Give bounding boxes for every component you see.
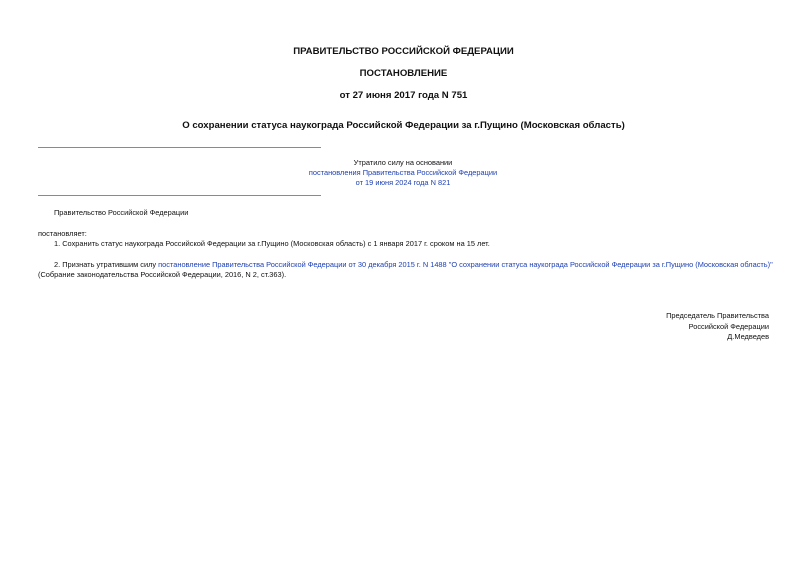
signature-position-line1: Председатель Правительства: [666, 311, 769, 320]
signature-name: Д.Медведев: [727, 332, 769, 341]
signature-block: [666, 311, 769, 343]
repeal-decree-link-line1: постановления Правительства Российской Федерации: [308, 168, 498, 177]
document-date-number: от 27 июня 2017 года N 751: [339, 90, 468, 101]
government-heading: ПРАВИТЕЛЬСТВО РОССИЙСКОЙ ФЕДЕРАЦИИ: [293, 46, 514, 57]
repeal-notice: [300, 158, 506, 188]
decrees-text: постановляет:: [38, 229, 87, 238]
paragraph-1: 1. Сохранить статус наукограда Российской Федерации за г.Пущино (Московская область) с 1 января 2017 г. сроком на 15 лет.: [54, 239, 490, 248]
repeal-decree-link[interactable]: [300, 168, 506, 188]
repealed-decree-link[interactable]: постановление Правительства Российской Федерации от 30 декабря 2015 г. N 1488 "О сохранении статуса наукограда Российской Федерации за г.Пущино (Московская область)": [158, 260, 773, 269]
bottom-divider: [38, 195, 321, 196]
document-title: О сохранении статуса наукограда Российской Федерации за г.Пущино (Московская область): [182, 120, 625, 131]
paragraph-2-source: (Собрание законодательства Российской Федерации, 2016, N 2, ст.363).: [38, 270, 287, 279]
repeal-notice-text: Утратило силу на основании: [353, 158, 453, 167]
paragraph-2-prefix: 2. Признать утратившим силу: [54, 260, 159, 269]
paragraph-2: [54, 260, 773, 270]
repeal-decree-link-line2: от 19 июня 2024 года N 821: [355, 178, 451, 187]
intro-text: Правительство Российской Федерации: [54, 208, 189, 217]
top-divider: [38, 147, 321, 148]
signature-position-line2: Российской Федерации: [688, 321, 769, 331]
document-type-heading: ПОСТАНОВЛЕНИЕ: [359, 68, 448, 79]
